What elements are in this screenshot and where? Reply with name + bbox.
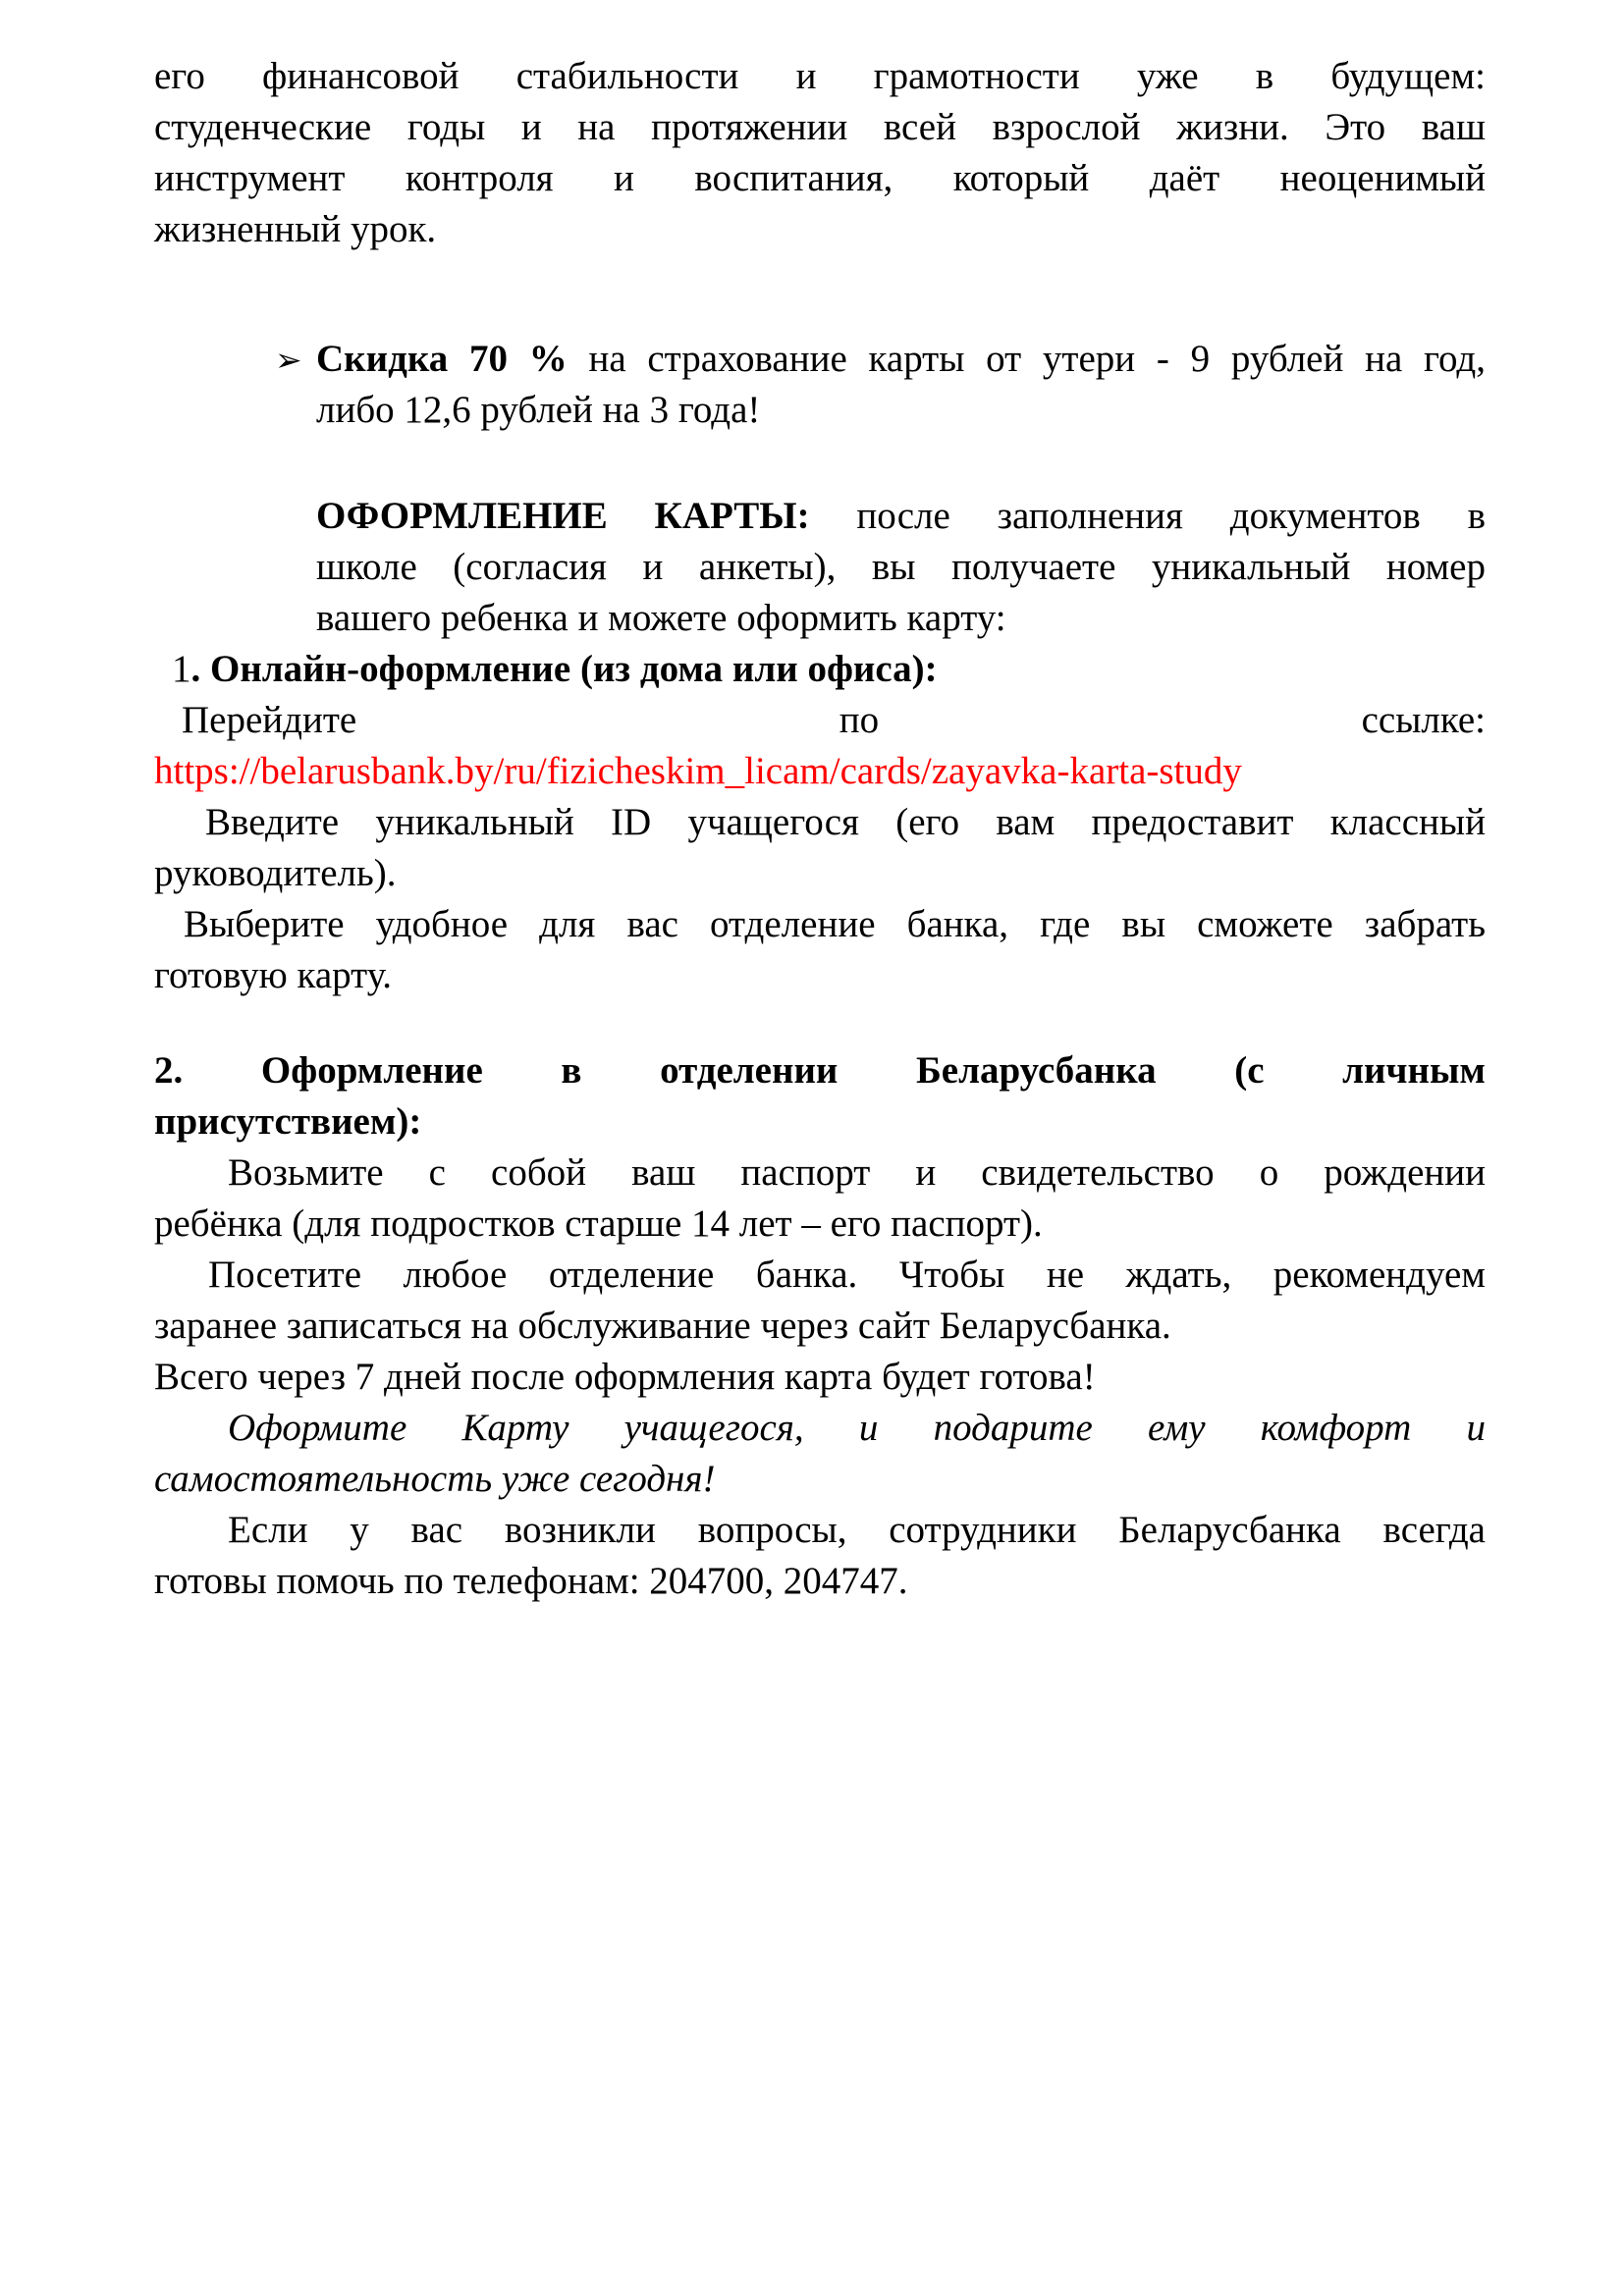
- discount-bold-text: Скидка 70 %: [316, 338, 568, 380]
- discount-line-1: [316, 334, 1486, 385]
- list-item-2: [154, 1045, 1486, 1148]
- text-line: присутствием):: [154, 1100, 422, 1143]
- arrow-bullet-icon: ➢: [275, 341, 302, 379]
- text-line: его финансовой стабильности и грамотности уже в будущем:: [154, 55, 1486, 97]
- text-line: готовы помочь по телефонам: 204700, 204747.: [154, 1560, 908, 1602]
- registration-rest-text: после заполнения документов в: [809, 495, 1486, 537]
- text-line: Если у вас возникли вопросы, сотрудники Беларусбанка всегда: [228, 1509, 1486, 1551]
- questions-paragraph: [154, 1505, 1486, 1607]
- text-line: руководитель).: [154, 852, 397, 894]
- ready-line: Всего через 7 дней после оформления карта будет готова!: [154, 1356, 1096, 1398]
- visit-paragraph: [154, 1250, 1486, 1352]
- text-line: готовую карту.: [154, 954, 393, 996]
- cta-paragraph: [154, 1403, 1486, 1505]
- text-line: инструмент контроля и воспитания, который даёт неоценимый: [154, 157, 1486, 199]
- text-line: самостоятельность уже сегодня!: [154, 1458, 716, 1500]
- text-line: Введите уникальный ID учащегося (его вам предоставит классный: [205, 801, 1486, 843]
- goto-link-line: [154, 695, 1486, 746]
- text-line: ребёнка (для подростков старше 14 лет – его паспорт).: [154, 1202, 1043, 1245]
- discount-rest-text: на страхование карты от утери - 9 рублей на год,: [567, 338, 1486, 380]
- registration-line-2: школе (согласия и анкеты), вы получаете уникальный номер: [316, 546, 1486, 588]
- text-line: жизненный урок.: [154, 208, 437, 250]
- goto-word-1: Перейдите: [182, 699, 357, 741]
- card-application-link[interactable]: https://belarusbank.by/ru/fizicheskim_licam/cards/zayavka-karta-study: [154, 750, 1242, 792]
- registration-line-1: [316, 491, 1486, 542]
- item1-title: . Онлайн-оформление (из дома или офиса):: [190, 648, 938, 690]
- text-line: студенческие годы и на протяжении всей взрослой жизни. Это ваш: [154, 106, 1486, 148]
- item1-number: 1: [172, 648, 191, 690]
- choose-branch-paragraph: [154, 899, 1486, 1001]
- text-line: Возьмите с собой ваш паспорт и свидетельство о рождении: [228, 1151, 1486, 1194]
- registration-line-3: вашего ребенка и можете оформить карту:: [316, 597, 1006, 639]
- text-line: Выберите удобное для вас отделение банка, где вы сможете забрать: [184, 903, 1486, 945]
- passport-paragraph: [154, 1148, 1486, 1250]
- registration-paragraph: [316, 491, 1486, 644]
- list-item-1: [172, 644, 1486, 695]
- discount-bullet: [275, 334, 1486, 436]
- goto-word-2: по: [839, 699, 880, 741]
- goto-word-3: ссылке:: [1361, 699, 1486, 741]
- text-line: заранее записаться на обслуживание через сайт Беларусбанка.: [154, 1305, 1171, 1347]
- text-line: 2. Оформление в отделении Беларусбанка (с личным: [154, 1049, 1486, 1092]
- intro-paragraph: [154, 51, 1486, 255]
- registration-heading: ОФОРМЛЕНИЕ КАРТЫ:: [316, 495, 810, 537]
- enter-id-paragraph: [154, 797, 1486, 899]
- text-line: Оформите Карту учащегося, и подарите ему комфорт и: [228, 1407, 1486, 1449]
- text-line: Посетите любое отделение банка. Чтобы не ждать, рекомендуем: [208, 1254, 1486, 1296]
- discount-line-2: либо 12,6 рублей на 3 года!: [316, 389, 761, 431]
